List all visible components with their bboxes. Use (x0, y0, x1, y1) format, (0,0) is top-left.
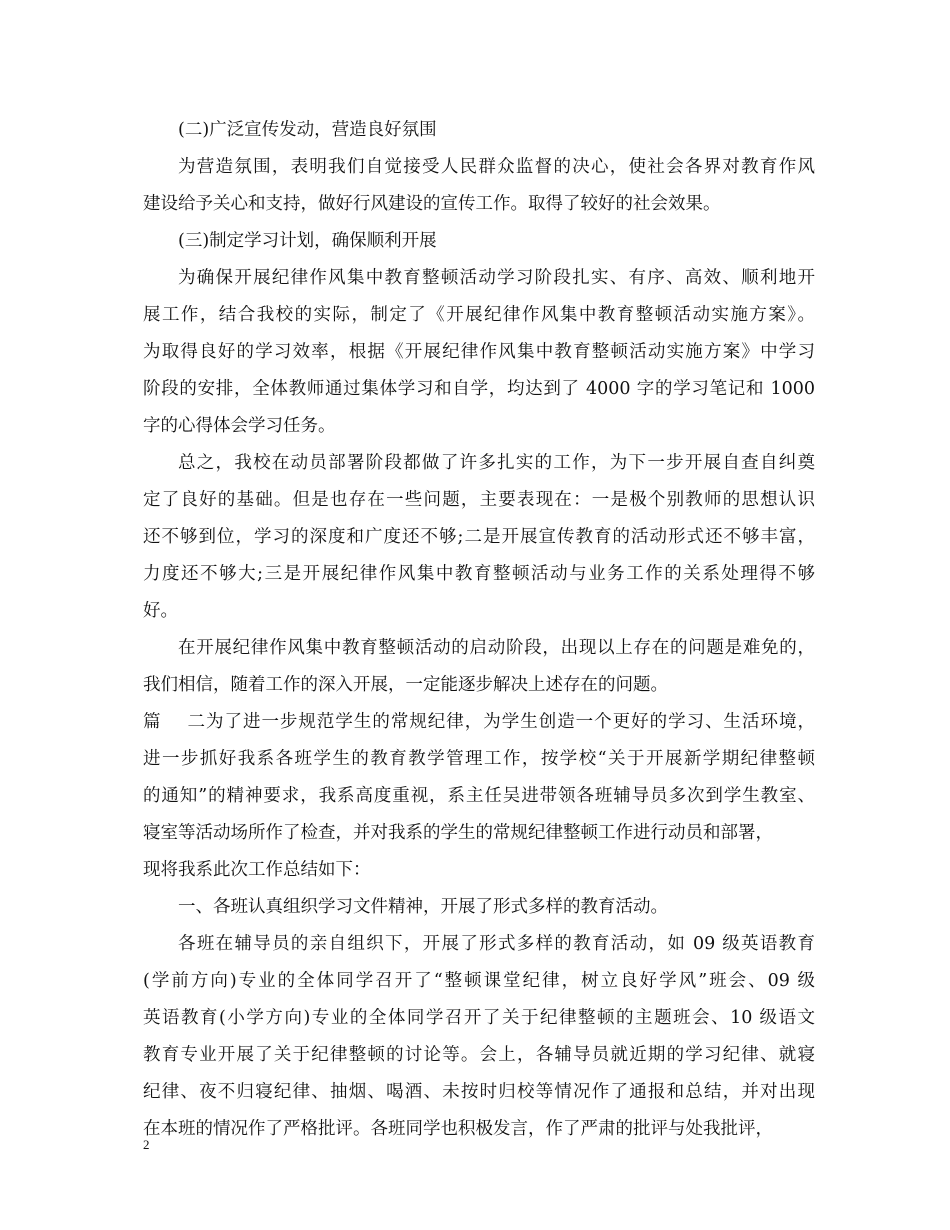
text-line: 英语教育(小学方向)专业的全体同学召开了关于纪律整顿的主题班会、10 级语文 (143, 1008, 815, 1028)
text-line: 在开展纪律作风集中教育整顿活动的启动阶段，出现以上存在的问题是难免的， (178, 638, 815, 658)
text-line: 字的心得体会学习任务。 (143, 416, 336, 436)
text-line: 在本班的情况作了严格批评。各班同学也积极发言，作了严肃的批评与处我批评， (143, 1119, 773, 1139)
text-line: 我们相信，随着工作的深入开展，一定能逐步解决上述存在的问题。 (143, 675, 668, 695)
text-line: 教育专业开展了关于纪律整顿的讨论等。会上，各辅导员就近期的学习纪律、就寝 (143, 1045, 815, 1065)
section-tag: 篇二 (143, 712, 205, 732)
text-line: 一、各班认真组织学习文件精神，开展了形式多样的教育活动。 (178, 897, 668, 917)
text-line: 为取得良好的学习效率，根据《开展纪律作风集中教育整顿活动实施方案》中学习 (143, 342, 815, 362)
section-heading-line (143, 704, 815, 741)
text-line: 各班在辅导员的亲自组织下，开展了形式多样的教育活动，如 09 级英语教育 (178, 934, 815, 954)
text-line: 纪律、夜不归寝纪律、抽烟、喝酒、未按时归校等情况作了通报和总结，并对出现 (143, 1082, 815, 1102)
text-line: 力度还不够大;三是开展纪律作风集中教育整顿活动与业务工作的关系处理得不够 (143, 564, 815, 584)
text-line: 寝室等活动场所作了检查，并对我系的学生的常规纪律整顿工作进行动员和部署， (143, 823, 773, 843)
text-line: (二)广泛宣传发动，营造良好氛围 (178, 120, 437, 140)
text-line: 为确保开展纪律作风集中教育整顿活动学习阶段扎实、有序、高效、顺利地开 (178, 268, 815, 288)
text-line: 现将我系此次工作总结如下： (143, 860, 371, 880)
text-line: 建设给予关心和支持，做好行风建设的宣传工作。取得了较好的社会效果。 (143, 194, 721, 214)
text-line: 好。 (143, 601, 178, 621)
text-line: 阶段的安排，全体教师通过集体学习和自学，均达到了 4000 字的学习笔记和 1000 (143, 379, 815, 399)
text-line: 为营造氛围，表明我们自觉接受人民群众监督的决心，使社会各界对教育作风 (178, 157, 815, 177)
section-two-text (143, 741, 815, 1148)
section-first-line: 为了进一步规范学生的常规纪律，为学生创造一个更好的学习、生活环境， (205, 712, 815, 732)
text-line: (三)制定学习计划，确保顺利开展 (178, 231, 437, 251)
section-one-text (143, 112, 815, 704)
text-line: 总之，我校在动员部署阶段都做了许多扎实的工作，为下一步开展自查自纠奠 (178, 453, 815, 473)
text-line: 进一步抓好我系各班学生的教育教学管理工作，按学校“关于开展新学期纪律整顿 (143, 749, 815, 769)
text-line: 定了良好的基础。但是也存在一些问题，主要表现在：一是极个别教师的思想认识 (143, 490, 815, 510)
text-line: 还不够到位，学习的深度和广度还不够;二是开展宣传教育的活动形式还不够丰富， (143, 527, 815, 547)
text-line: 的通知”的精神要求，我系高度重视，系主任吴进带领各班辅导员多次到学生教室、 (143, 786, 815, 806)
text-line: 展工作，结合我校的实际，制定了《开展纪律作风集中教育整顿活动实施方案》。 (143, 305, 815, 325)
document-body (143, 112, 815, 1148)
text-line: (学前方向)专业的全体同学召开了“整顿课堂纪律，树立良好学风”班会、09 级 (143, 971, 815, 991)
page-number: 2 (143, 1137, 150, 1152)
